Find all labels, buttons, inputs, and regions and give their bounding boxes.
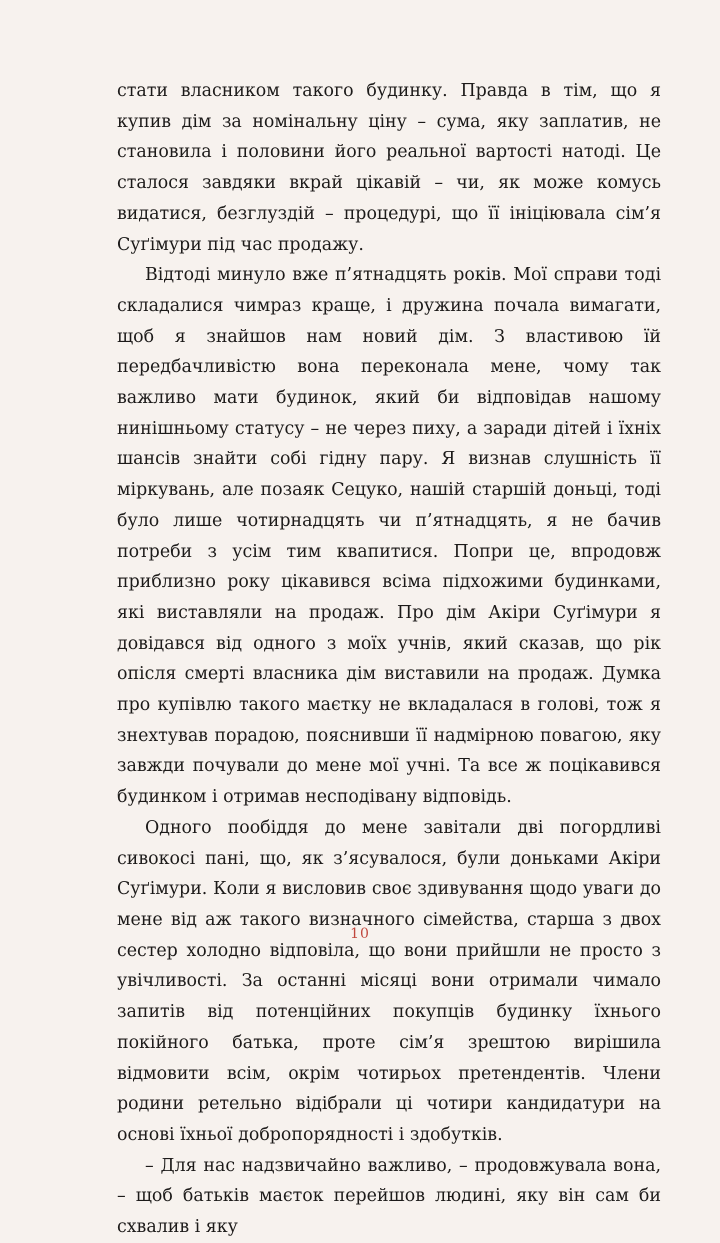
paragraph-1: стати власником такого будинку. Правда в тім, що я купив дім за номінальну ціну – сума, яку заплатив, не становила і половини його реальної вартості натоді. Це сталося завдяки вкрай цікавій – чи, як може комусь видатися, безглуздій – процедурі, що її ініціювала сім’я Суґімури під час продажу.: [117, 81, 661, 255]
paragraph-2: Відтоді минуло вже п’ятнадцять років. Мої справи тоді складалися чимраз краще, і дружина почала вимагати, щоб я знайшов нам новий дім. З властивою їй передбачливістю вона переконала мене, чому так важливо мати будинок, який би відповідав нашому нинішньому статусу – не через пиху, а заради дітей і їхніх шансів знайти собі гідну пару. Я визнав слушність її міркувань, але позаяк Сецуко, нашій старшій доньці, тоді було лише чотирнадцять чи п’ятнадцять, я не бачив потреби з усім тим квапитися. Попри це, впродовж приблизно року цікавився всіма підхожими будинками, які виставляли на продаж. Про дім Акіри Суґімури я довідався від одного з моїх учнів, який сказав, що рік опісля смерті власника дім виставили на продаж. Думка про купівлю такого маєтку не вкладалася в голові, тож я знехтував порадою, пояснивши її надмірною повагою, яку завжди почували до мене мої учні. Та все ж поцікавився будинком і отримав несподівану відповідь.: [117, 265, 661, 808]
paragraph-4: – Для нас надзвичайно важливо, – продовжувала вона, – щоб батьків маєток перейшов людині, яку він сам би схвалив і яку: [117, 1155, 661, 1238]
page-number: 10: [350, 926, 370, 942]
body-text: [117, 76, 661, 1243]
paragraph-3: Одного пообіддя до мене завітали дві погордливі сивокосі пані, що, як з’ясувалося, були доньками Акіри Суґімури. Коли я висловив своє здивування щодо уваги до мене від аж такого визначного сімейства, старша з двох сестер холодно відповіла, що вони прийшли не просто з увічливості. За останні місяці вони отримали чимало запитів від потенційних покупців будинку їхнього покійного батька, проте сім’я зрештою вирішила відмовити всім, окрім чотирьох претендентів. Члени родини ретельно відібрали ці чотири кандидатури на основі їхньої добропорядності і здобутків.: [117, 817, 661, 1145]
